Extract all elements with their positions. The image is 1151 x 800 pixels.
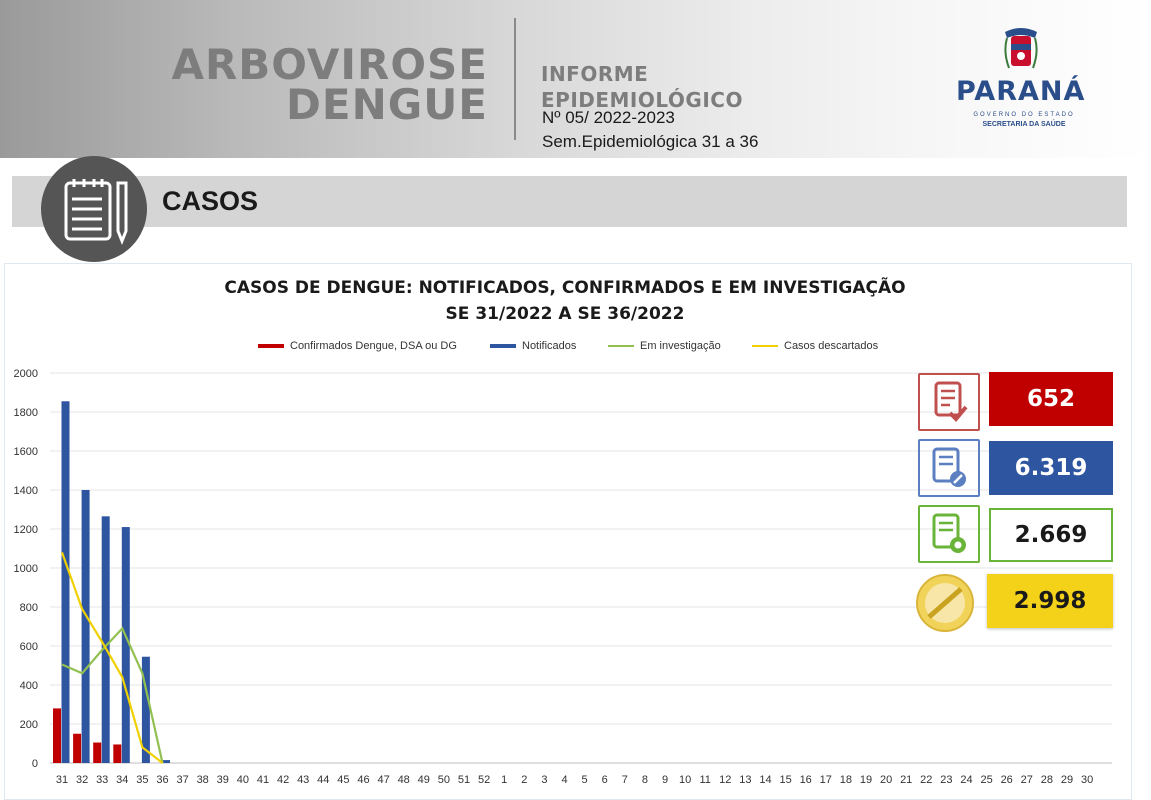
x-tick-label: 23 [940, 774, 953, 786]
bar-notificados [62, 401, 70, 763]
confirmed-card-icon-frame [918, 373, 980, 431]
x-tick-label: 35 [136, 774, 149, 786]
x-tick-label: 34 [116, 774, 129, 786]
x-tick-label: 25 [980, 774, 993, 786]
logo-name: PARANÁ [956, 76, 1086, 107]
x-tick-label: 17 [819, 774, 832, 786]
y-tick-label: 1800 [13, 407, 38, 419]
x-tick-label: 39 [216, 774, 229, 786]
notified-total-value: 6.319 [989, 441, 1113, 495]
x-tick-label: 46 [357, 774, 370, 786]
x-tick-label: 40 [236, 774, 250, 786]
legend-swatch [258, 344, 284, 348]
dengue-discarded-icon [915, 573, 975, 633]
legend-swatch [752, 345, 778, 347]
x-tick-label: 31 [55, 774, 69, 786]
y-tick-label: 800 [19, 602, 38, 614]
bar-notificados [102, 516, 110, 763]
confirmed-total-value: 652 [989, 372, 1113, 426]
x-tick-label: 12 [719, 774, 732, 786]
y-tick-label: 1200 [13, 524, 38, 536]
x-tick-label: 11 [699, 774, 711, 786]
x-tick-label: 44 [317, 774, 330, 786]
bar-notificados [82, 490, 90, 763]
x-tick-label: 19 [859, 774, 873, 786]
report-title-line1: ARBOVIROSE [171, 40, 488, 89]
informe-label-line2: EPIDEMIOLÓGICO [541, 88, 743, 112]
x-tick-label: 2 [521, 774, 528, 786]
x-tick-label: 20 [879, 774, 893, 786]
legend-item-casos-descartados [752, 340, 878, 356]
x-tick-label: 37 [176, 774, 189, 786]
x-tick-label: 52 [477, 774, 491, 786]
bar-confirmados [73, 734, 81, 763]
chart-subtitle: SE 31/2022 A SE 36/2022 [445, 304, 685, 324]
x-tick-label: 29 [1060, 774, 1074, 786]
chart-title: CASOS DE DENGUE: NOTIFICADOS, CONFIRMADOS E EM INVESTIGAÇÃO [224, 278, 906, 298]
x-tick-label: 30 [1080, 774, 1094, 786]
x-tick-label: 5 [581, 774, 588, 786]
report-number: Nº 05/ 2022-2023 [542, 108, 675, 127]
legend-swatch [608, 345, 634, 347]
x-tick-label: 45 [337, 774, 350, 786]
y-tick-label: 2000 [13, 368, 38, 380]
x-tick-label: 47 [377, 774, 390, 786]
x-tick-label: 43 [297, 774, 310, 786]
investigation-total-value: 2.669 [989, 508, 1113, 562]
bar-confirmados [93, 743, 101, 763]
y-tick-label: 400 [19, 680, 38, 692]
notepad-pen-icon [40, 155, 148, 263]
header-divider [514, 18, 516, 140]
document-edit-icon [920, 441, 978, 495]
logo-department: SECRETARIA DA SAÚDE [982, 121, 1066, 128]
x-tick-label: 21 [900, 774, 913, 786]
x-tick-label: 36 [156, 774, 169, 786]
x-tick-label: 8 [641, 774, 648, 786]
x-tick-label: 33 [96, 774, 109, 786]
bar-confirmados [53, 708, 61, 763]
y-tick-label: 1000 [13, 563, 38, 575]
x-tick-label: 16 [799, 774, 812, 786]
x-tick-label: 3 [541, 774, 548, 786]
informe-label-line1: INFORME [541, 62, 649, 86]
x-tick-label: 26 [1000, 774, 1013, 786]
section-title: CASOS [162, 186, 259, 216]
x-tick-label: 24 [960, 774, 973, 786]
y-tick-label: 600 [19, 641, 38, 653]
x-tick-label: 28 [1040, 774, 1054, 786]
y-tick-label: 0 [31, 758, 38, 770]
bar-confirmados [113, 744, 121, 763]
x-tick-label: 22 [920, 774, 933, 786]
legend-label: Em investigação [640, 340, 721, 352]
x-tick-label: 7 [621, 774, 628, 786]
x-tick-label: 50 [437, 774, 451, 786]
y-tick-label: 1600 [13, 446, 38, 458]
logo-subtitle: GOVERNO DO ESTADO [973, 112, 1075, 118]
x-tick-label: 38 [196, 774, 209, 786]
legend-label: Notificados [522, 340, 577, 352]
document-search-icon [920, 507, 978, 561]
y-tick-label: 200 [19, 719, 38, 731]
document-check-icon [920, 375, 978, 429]
x-tick-label: 13 [739, 774, 752, 786]
x-tick-label: 1 [501, 774, 508, 786]
report-title-line2: DENGUE [286, 80, 488, 129]
x-tick-label: 27 [1020, 774, 1033, 786]
investigation-card-icon-frame [918, 505, 980, 563]
x-tick-label: 49 [417, 774, 430, 786]
x-tick-label: 41 [256, 774, 270, 786]
x-tick-label: 9 [661, 774, 669, 786]
y-tick-label: 1400 [13, 485, 38, 497]
x-tick-label: 4 [561, 774, 568, 786]
x-tick-label: 48 [397, 774, 410, 786]
x-tick-label: 32 [75, 774, 89, 786]
discarded-total-value: 2.998 [987, 574, 1113, 628]
x-tick-label: 6 [601, 774, 608, 786]
legend-label: Confirmados Dengue, DSA ou DG [290, 340, 457, 352]
legend-swatch [490, 344, 516, 348]
notified-card-icon-frame [918, 439, 980, 497]
x-tick-label: 10 [678, 774, 692, 786]
x-tick-label: 18 [839, 774, 853, 786]
x-tick-label: 14 [759, 774, 772, 786]
legend-label: Casos descartados [784, 340, 879, 352]
report-weeks: Sem.Epidemiológica 31 a 36 [542, 132, 759, 151]
legend-item-em-investigacao [608, 340, 721, 356]
legend-item-notificados [490, 340, 576, 356]
legend-item-confirmados [258, 340, 457, 356]
x-tick-label: 15 [779, 774, 792, 786]
x-tick-label: 42 [276, 774, 290, 786]
x-tick-label: 51 [457, 774, 471, 786]
